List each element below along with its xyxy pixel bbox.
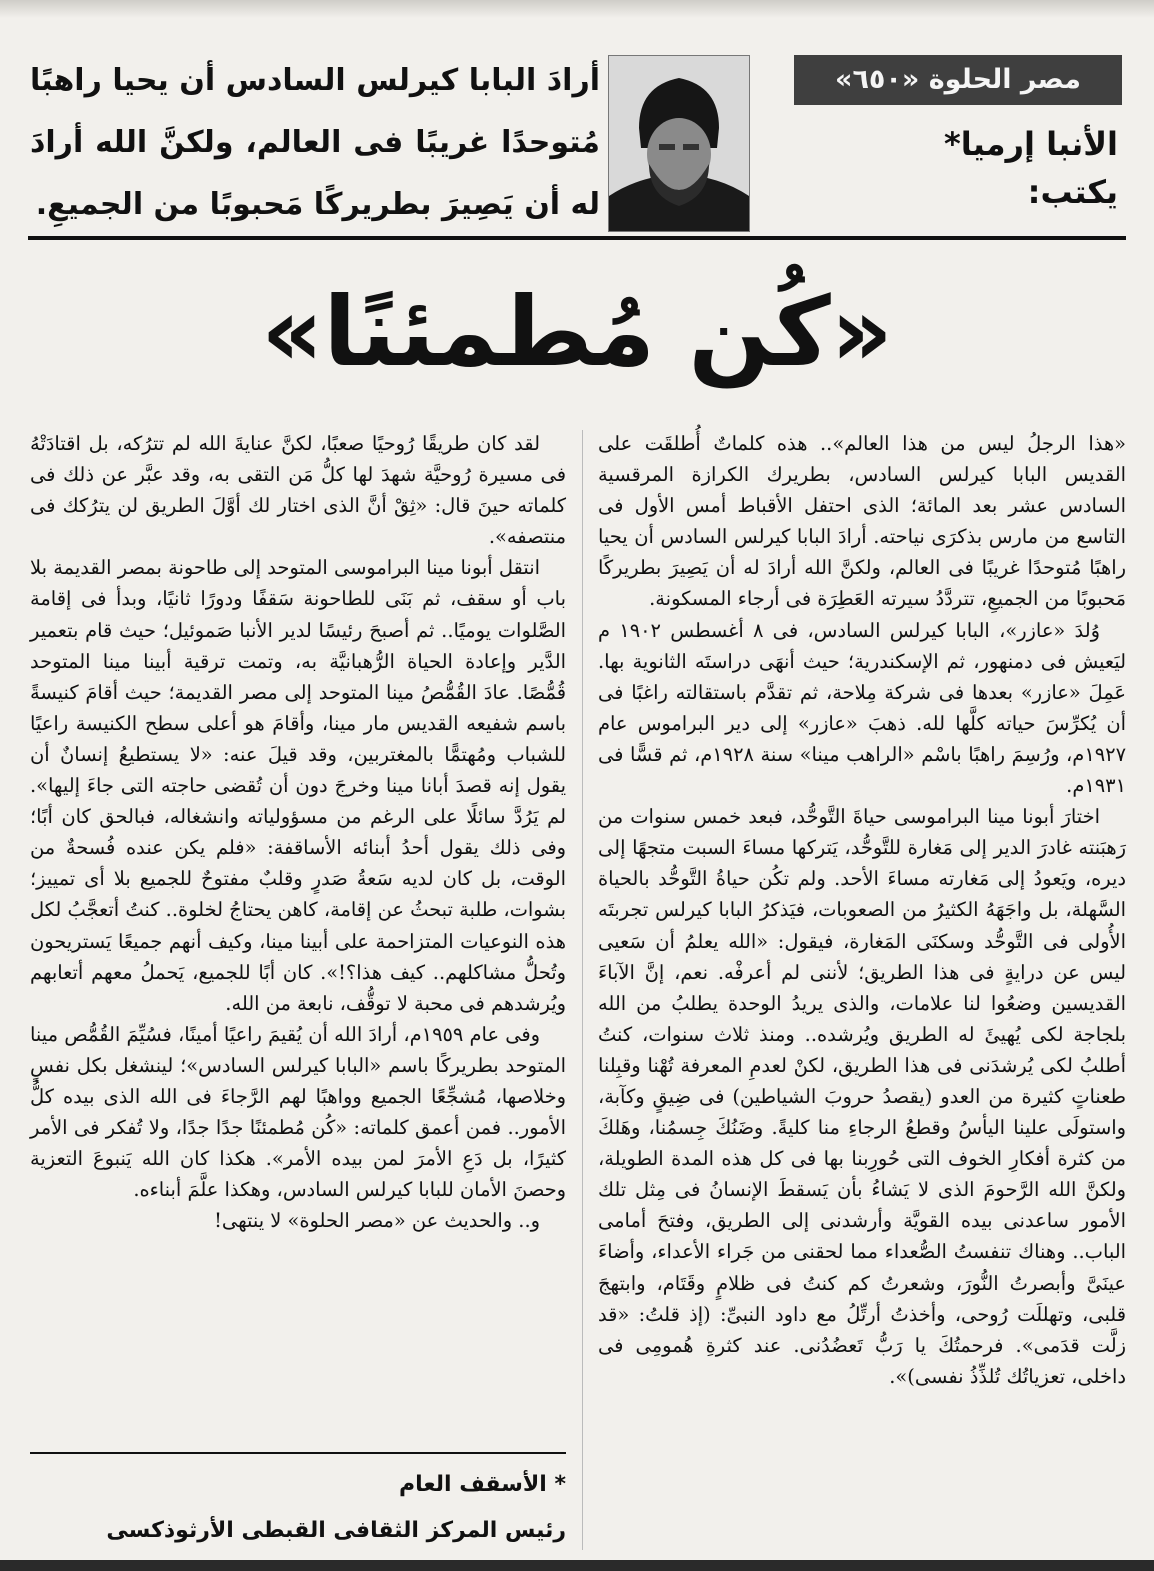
paragraph: «هذا الرجلُ ليس من هذا العالم».. هذه كلماتٌ أُطلقَت على القديس البابا كيرلس السادس، بطريرك الكرازة المرقسية السادس عشر بعد المائة؛ الذى احتفل الأقباط أمس الأول فى التاسع من مارس بذكرَى نياحته. أرادَ البابا كيرلس السادس أن يحيا راهبًا مُتوحدًا غريبًا فى العالم، ولكنَّ الله أرادَ له أن يَصِيرَ بطريركًا مَحبوبًا من الجميعِ، تتردَّدُ سيرته العَطِرَة فى أرجاء المسكونة. — [598, 432, 1126, 611]
author-name: الأنبا إرميا* — [943, 125, 1118, 163]
footnote-rule — [30, 1452, 566, 1454]
column-kicker: مصر الحلوة «٦٥٠» — [794, 55, 1122, 105]
headline: «كُن مُطمئنًا» — [261, 276, 893, 388]
page-bottom-edge — [0, 1560, 1154, 1571]
body-column-right — [598, 428, 1126, 1392]
footnote-title: * الأسقف العام — [398, 1472, 566, 1497]
author-byline — [788, 120, 1118, 216]
author-portrait-image — [609, 56, 749, 231]
paragraph: وفى عام ١٩٥٩م، أرادَ الله أن يُقيمَ راعيًا أمينًا، فسُيِّمَ القُمُّص مينا المتوحد بطريركًا باسم «البابا كيرلس السادس»؛ لينشغل بكل نفسٍ وخلاصها، مُشجِّعًا الجميع وواهبًا لهم الرَّجاءَ فى الله الذى بيده كلُّ الأمور.. فمن أعمق كلماته: «كُن مُطمئنًا جدًا جدًا، ولا تُفكر فى الأمر كثيرًا، بل دَعِ الأمرَ لمن بيده الأمر». هكذا كان الله يَنبوعَ التعزية وحصنَ الأمان للبابا كيرلس السادس، وهكذا علَّمَ أبناءه. — [30, 1022, 566, 1202]
page-top-edge — [0, 0, 1154, 18]
author-footnote — [30, 1462, 566, 1554]
paragraph: اختارَ أبونا مينا البراموسى حياةَ التَّوحُّد، فبعد خمس سنوات من رَهبَنته غادرَ الدير إلى مَغارة للتَّوحُّد، يَتركها مساءَ السبت متجهًا إلى ديره، ويَعودُ إلى مَغارته مساءَ الأحد. ولم تكُن حياةُ التَّوحُّد بالحياة السَّهلة، بل واجَهَهُ الكثيرُ من الصعوبات، فيَذكرُ البابا كيرلس تجربتَه الأُولى فى التَّوحُّد وسكنَى المَغارة، فيقول: «الله يعلمُ أن سَعيى ليس عن درايةٍ فى هذا الطريق؛ لأننى لم أعرفْه. نعم، إنَّ الآباءَ القديسين وضعُوا لنا علامات، والذى يريدُ الوحدة يطلبُ من الله بلجاجة لكى يُهيئَ له الطريق ويُرشده.. ومنذ ثلاث سنوات، كنتُ أطلبُ لكى يُرشدَنى فى هذا الطريق، لكنْ لعدمِ المعرفة تُهْنا وقبِلنا طعناتٍ كثيرة من العدو (يقصدُ حروبَ الشياطين) فى ضِيقٍ وكآبة، واستولَى علينا اليأسُ وقطعُ الرجاءِ منا كليةً. وضَنُكَ جِسمُنا، وهَلكَ من كثرة أفكارِ الخوف التى حُورِبنا بها فى كل هذه المدة الطويلة، ولكنَّ الله الرَّحومَ الذى لا يَشاءُ بأن يَسقطَ الإنسانُ فى مِثل تلك الأمور ساعدنى بيده القويَّة وأرشدنى إلى الطريق، وفتحَ أمامى الباب.. وهناك تنفستُ الصُّعداء مما لحقنى من جَراء الأعداء، وأضاءَ عينَىَّ وأبصرتُ النُّورَ، وشعرتُ كم كنتُ فى ظلامٍ وقَتَام، وابتهجَ قلبى، وتهللَت رُوحى، وأخذتُ أرتِّلُ مع داود النبىِّ: (إذ قلتُ: «قد زلَّت قدَمى». فرحمتُكَ يا رَبُّ تَعضُدُنى. عند كثرةِ هُمومِى فى داخلى، تعزياتُك تُلذِّذُ نفسى)». — [598, 805, 1126, 1388]
footnote-position: رئيس المركز الثقافى القبطى الأرثوذكسى — [106, 1518, 566, 1543]
column-divider — [582, 430, 583, 1550]
paragraph: انتقل أبونا مينا البراموسى المتوحد إلى طاحونة بمصر القديمة بلا باب أو سقف، ثم بَنَى للطاحونة سَقفًا ودورًا ثانيًا، وبدأ فى إقامة الصَّلوات يوميًا.. ثم أصبحَ رئيسًا لدير الأنبا صَموئيل؛ حيث قام بتعمير الدَّير وإعادة الحياة الرُّهبانيَّة به، وتمت ترقية أبينا مينا المتوحد قُمُّصًا. عادَ القُمُّصُ مينا المتوحد إلى مصر القديمة؛ حيث أقامَ كنيسةً باسم شفيعه القديس مار مينا، وأقامَ هو أعلى سطح الكنيسة راعيًا للشباب ومُهتمًّا بالمغتربين، وقد قيلَ عنه: «لا يستطيعُ إنسانٌ أن يقول إنه قصدَ أبانا مينا وخرجَ دون أن تُقضى حاجته التى جاءَ إليها». لم يَرُدَّ سائلًا على الرغم من مسؤولياته وانشغاله، فبالحق كان أبًا؛ وفى ذلك يقول أحدُ أبنائه الأساقفة: «فلم يكن عنده فُسحةٌ من الوقت، بل كان لديه سَعةُ صَدرٍ وقلبٌ مفتوحٌ للجميع بلا أى تمييز؛ بشوات، طلبة تبحثُ عن إقامة، كاهن يحتاجُ لخلوة.. كنتُ أتعجَّبُ لكل هذه النوعيات المتزاحمة على أبينا مينا، وكيف أنهم جميعًا يَستريحون وتُحلُّ مشاكلهم.. كيف هذا؟!». كان أبًا للجميع، يَحملُ معهم أتعابهم ويُرشدهم فى محبة لا توقُّف، نابعة من الله. — [30, 556, 566, 1015]
author-photo — [608, 55, 750, 232]
paragraph: وُلدَ «عازر»، البابا كيرلس السادس، فى ٨ أغسطس ١٩٠٢ م ليَعيش فى دمنهور، ثم الإسكندرية؛ حيث أنهَى دراستَه الثانوية بها. عَمِلَ «عازر» بعدها فى شركة مِلاحة، ثم تقدَّم باستقالته راغبًا فى أن يُكرِّسَ حياته كلَّها لله. ذهبَ «عازر» إلى دير البراموس عام ١٩٢٧م، ورُسِمَ راهبًا باسْم «الراهب مينا» سنة ١٩٢٨م، ثم قسًّا فى ١٩٣١م. — [598, 618, 1126, 798]
header-rule — [28, 236, 1126, 240]
byline-writes: يكتب: — [1027, 173, 1118, 211]
closing-line: و.. والحديث عن «مصر الحلوة» لا ينتهى! — [214, 1209, 540, 1233]
paragraph: لقد كان طريقًا رُوحيًا صعبًا، لكنَّ عنايةَ الله لم تترُكه، بل اقتادَتْهُ فى مسيرة رُوحيَّة شهدَ لها كلُّ مَن التقى به، وقد عبَّر عن ذلك فى كلماته حينَ قال: «ثِقْ أنَّ الذى اختار لك أوَّلَ الطريق لن يترُكك فى منتصفه». — [30, 432, 566, 549]
deck-quote: أرادَ البابا كيرلس السادس أن يحيا راهبًا مُتوحدًا غريبًا فى العالم، ولكنَّ الله أرادَ له أن يَصِيرَ بطريركًا مَحبوبًا من الجميعِ. — [30, 63, 600, 222]
body-column-left — [30, 428, 566, 1236]
